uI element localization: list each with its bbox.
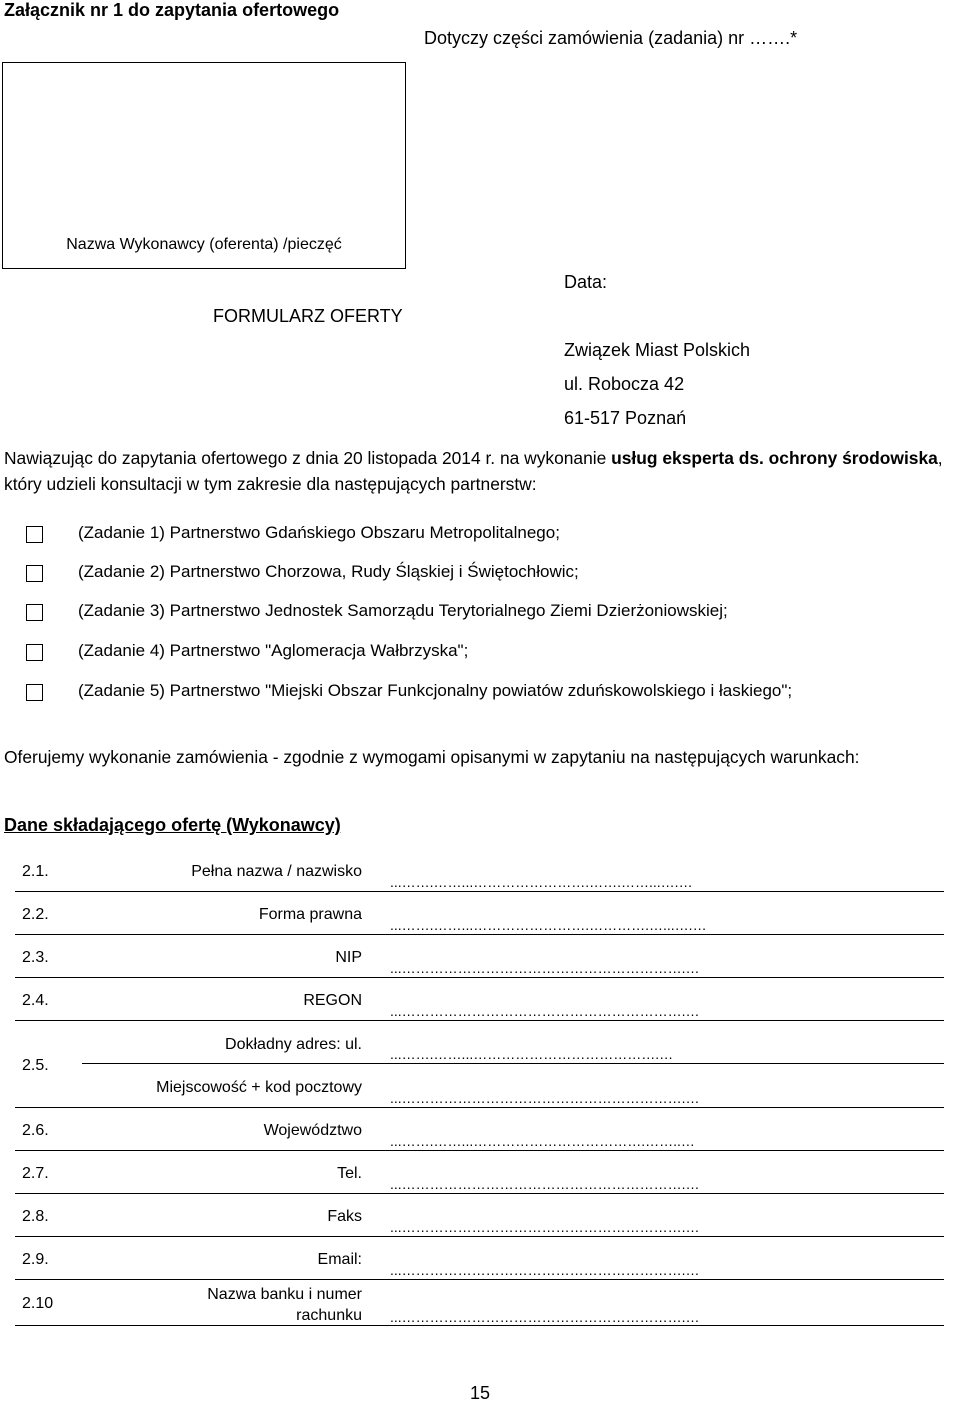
field-label-name: Pełna nazwa / nazwisko [191, 863, 362, 880]
field-number: 2.6. [22, 1122, 49, 1139]
row-divider [15, 891, 944, 892]
field-label-voivodeship: Województwo [263, 1122, 362, 1139]
field-number: 2.7. [22, 1165, 49, 1182]
field-label-street: Dokładny adres: ul. [225, 1036, 362, 1053]
row-divider [15, 977, 944, 978]
row-divider [15, 1279, 944, 1280]
stamp-label: Nazwa Wykonawcy (oferenta) /pieczęć [66, 236, 342, 253]
task-5-checkbox[interactable] [26, 684, 43, 701]
date-label: Data: [564, 272, 608, 292]
part-label: Dotyczy części zamówienia (zadania) nr …….* [424, 28, 798, 48]
field-number: 2.4. [22, 992, 49, 1009]
field-number: 2.9. [22, 1251, 49, 1268]
field-input-phone[interactable]: ...…………………………………………………….… [390, 1176, 700, 1192]
row-divider [15, 1193, 944, 1194]
recipient-name: Związek Miast Polskich [564, 340, 751, 360]
row-divider [15, 1325, 944, 1326]
field-label-legal-form: Forma prawna [258, 906, 362, 923]
row-divider [15, 1150, 944, 1151]
intro-text-2: , który udzieli konsultacji w tym zakresie dla następujących partnerstw: [4, 448, 943, 494]
field-input-regon[interactable]: ...…………………………………………………….… [390, 1003, 700, 1019]
field-label-city-postcode: Miejscowość + kod pocztowy [156, 1079, 362, 1096]
field-input-fax[interactable]: ...…………………………………………………….… [390, 1219, 700, 1235]
stamp-box [2, 62, 406, 269]
row-divider [15, 1020, 944, 1021]
row-divider [82, 1063, 944, 1064]
field-input-nip[interactable]: ...…………………………………………………….… [390, 960, 700, 976]
task-4-checkbox[interactable] [26, 644, 43, 661]
field-input-bank[interactable]: ...…………………………………………………….… [390, 1309, 700, 1325]
task-2-checkbox[interactable] [26, 565, 43, 582]
intro-text-1: Nawiązując do zapytania ofertowego z dnia 20 listopada 2014 r. na wykonanie [4, 448, 612, 468]
form-title: FORMULARZ OFERTY [213, 306, 403, 326]
field-number: 2.3. [22, 949, 49, 966]
task-3-checkbox[interactable] [26, 604, 43, 621]
field-label-email: Email: [317, 1251, 362, 1268]
field-number: 2.10 [22, 1295, 54, 1312]
field-input-street[interactable]: ...…….……...………………………………….… [390, 1046, 674, 1062]
field-label-regon: REGON [303, 992, 362, 1009]
field-input-name[interactable]: ...…….……...…………………….…….……...….… [390, 874, 693, 890]
field-number: 2.2. [22, 906, 49, 923]
row-divider [15, 934, 944, 935]
offer-text: Oferujemy wykonanie zamówienia - zgodnie z wymogami opisanymi w zapytaniu na następujących warunkach: [4, 747, 860, 767]
task-4-label: (Zadanie 4) Partnerstwo "Aglomeracja Wałbrzyska"; [78, 641, 469, 660]
recipient-street: ul. Robocza 42 [564, 374, 685, 394]
field-label-fax: Faks [327, 1208, 362, 1225]
field-number: 2.1. [22, 863, 49, 880]
field-input-legal-form[interactable]: ...…….……...…………………….………….…...….… [390, 917, 707, 933]
field-label-phone: Tel. [337, 1165, 362, 1182]
field-label-nip: NIP [335, 949, 362, 966]
field-label-bank: Nazwa banku i numer [207, 1286, 362, 1303]
field-label-bank-account: rachunku [296, 1307, 362, 1324]
task-3-label: (Zadanie 3) Partnerstwo Jednostek Samorządu Terytorialnego Ziemi Dzierżoniowskiej; [78, 601, 728, 620]
bidder-heading: Dane składającego ofertę (Wykonawcy) [4, 815, 341, 835]
field-input-email[interactable]: ...…………………………………………………….… [390, 1262, 700, 1278]
intro-paragraph [4, 445, 957, 497]
task-5-label: (Zadanie 5) Partnerstwo "Miejski Obszar Funkcjonalny powiatów zduńskowolskiego i łaskiego"; [78, 681, 793, 700]
page-number: 15 [469, 1383, 491, 1403]
intro-bold: usług eksperta ds. ochrony środowiska [611, 448, 938, 468]
task-1-label: (Zadanie 1) Partnerstwo Gdańskiego Obszaru Metropolitalnego; [78, 523, 560, 542]
field-input-city-postcode[interactable]: ...…………………………………………………….… [390, 1090, 700, 1106]
recipient-city: 61-517 Poznań [564, 408, 687, 428]
attachment-title: Załącznik nr 1 do zapytania ofertowego [4, 0, 340, 20]
field-input-voivodeship[interactable]: ...…….……...……………………………….……..… [390, 1133, 695, 1149]
field-number: 2.5. [22, 1057, 49, 1074]
field-number: 2.8. [22, 1208, 49, 1225]
task-2-label: (Zadanie 2) Partnerstwo Chorzowa, Rudy Śląskiej i Świętochłowic; [78, 562, 579, 581]
task-1-checkbox[interactable] [26, 526, 43, 543]
row-divider [15, 1236, 944, 1237]
row-divider [15, 1107, 944, 1108]
